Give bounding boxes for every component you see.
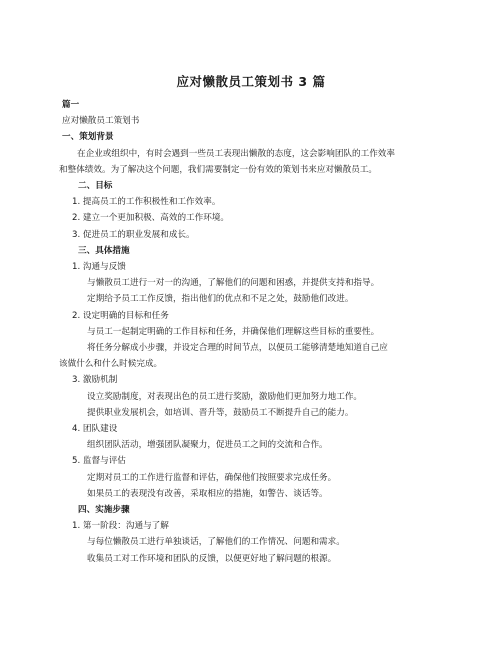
list-item: 5. 监督与评估 [72, 456, 126, 467]
paragraph-line: 组织团队活动，增强团队凝聚力，促进员工之间的交流和合作。 [87, 440, 328, 451]
paragraph-line: 与每位懒散员工进行单独谈话，了解他们的工作情况、问题和需求。 [87, 537, 345, 548]
list-item: 1. 提高员工的工作积极性和工作效率。 [72, 197, 221, 208]
paragraph-line: 与员工一起制定明确的工作目标和任务，并确保他们理解这些目标的重要性。 [87, 326, 380, 337]
paragraph-line: 和整体绩效。为了解决这个问题，我们需要制定一份有效的策划书来应对懒散员工。 [59, 164, 377, 175]
section-heading: 四、实施步骤 [78, 505, 130, 516]
paragraph-line: 将任务分解成小步骤，并设定合理的时间节点，以便员工能够清楚地知道自己应 [87, 343, 388, 354]
paragraph-line: 该做什么和什么时候完成。 [59, 359, 163, 370]
paragraph-line: 定期对员工的工作进行监督和评估，确保他们按照要求完成任务。 [87, 472, 337, 483]
list-item: 1. 沟通与反馈 [72, 262, 126, 273]
section-heading: 一、策划背景 [62, 132, 114, 143]
section-heading: 二、目标 [78, 181, 113, 192]
list-item: 2. 设定明确的目标和任务 [72, 310, 169, 321]
list-item: 2. 建立一个更加积极、高效的工作环境。 [72, 213, 230, 224]
paragraph-line: 如果员工的表现没有改善，采取相应的措施，如警告、谈话等。 [87, 488, 328, 499]
document-body [59, 97, 450, 567]
paragraph-line: 定期给予员工工作反馈，指出他们的优点和不足之处，鼓励他们改进。 [87, 294, 354, 305]
section-heading: 三、具体措施 [78, 245, 130, 256]
paragraph-line: 提供职业发展机会，如培训、晋升等，鼓励员工不断提升自己的能力。 [87, 407, 354, 418]
list-item: 1. 第一阶段：沟通与了解 [72, 521, 169, 532]
subtitle: 应对懒散员工策划书 [62, 116, 140, 127]
paragraph-line: 与懒散员工进行一对一的沟通，了解他们的问题和困惑，并提供支持和指导。 [87, 278, 380, 289]
list-item: 3. 激励机制 [72, 375, 118, 386]
document-title: 应对懒散员工策划书 3 篇 [176, 74, 326, 89]
list-item: 4. 团队建设 [72, 424, 118, 435]
paragraph-line: 在企业或组织中，有时会遇到一些员工表现出懒散的态度，这会影响团队的工作效率 [77, 148, 395, 159]
chapter-label: 篇一 [62, 100, 80, 110]
paragraph-line: 收集员工对工作环境和团队的反馈，以便更好地了解问题的根源。 [87, 553, 337, 564]
paragraph-line: 设立奖励制度，对表现出色的员工进行奖励，激励他们更加努力地工作。 [87, 391, 363, 402]
list-item: 3. 促进员工的职业发展和成长。 [72, 229, 195, 240]
